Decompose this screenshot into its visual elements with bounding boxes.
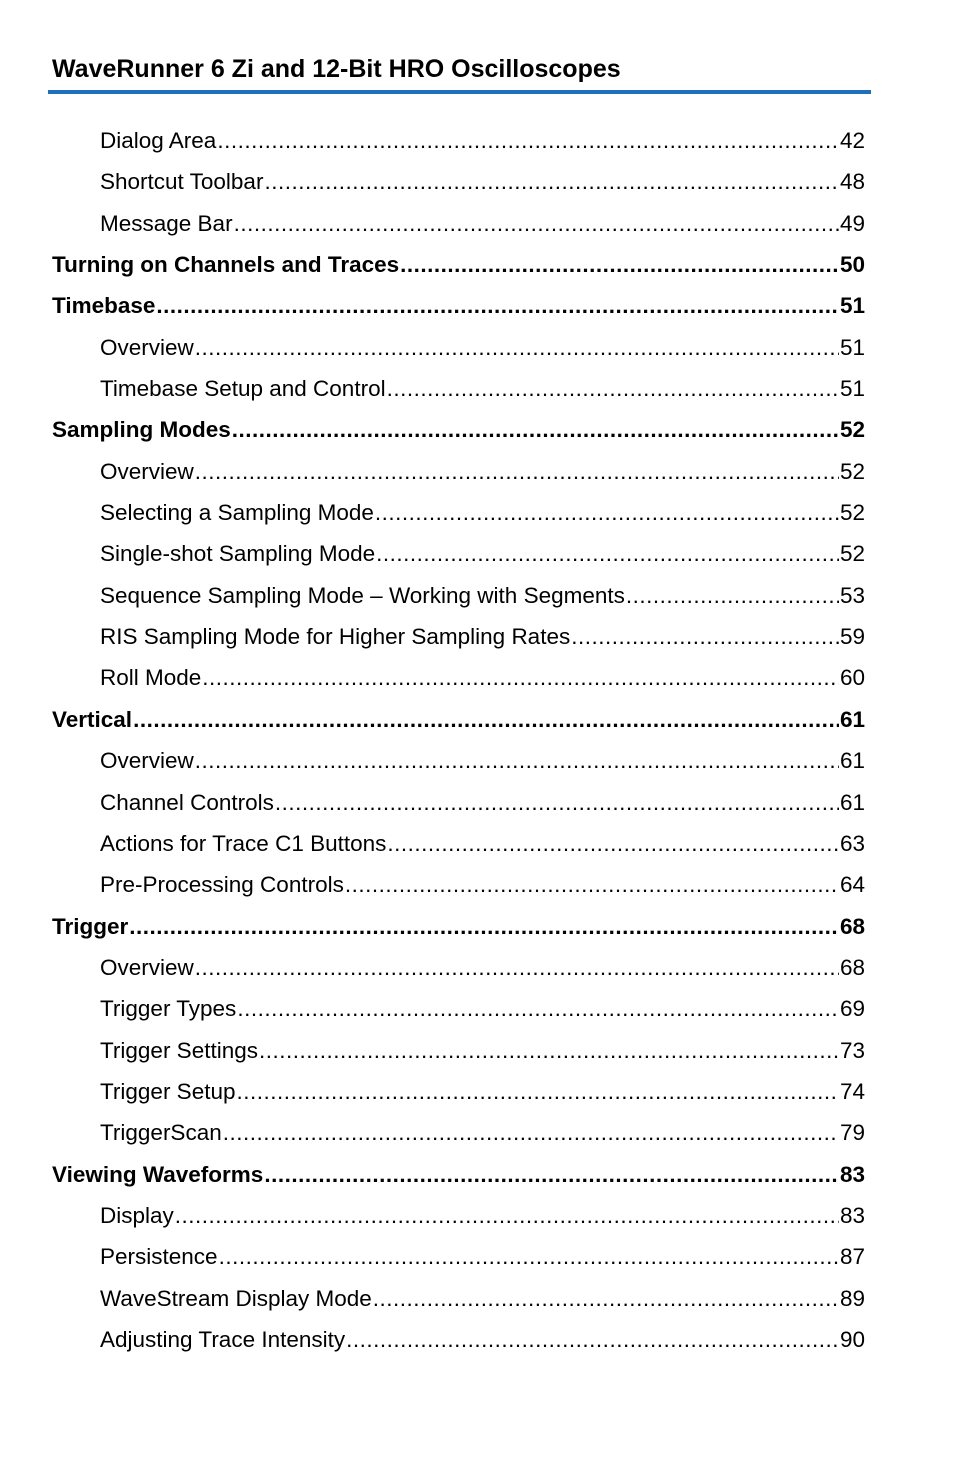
- toc-section-entry[interactable]: [52, 699, 865, 740]
- toc-dot-leader: [346, 1319, 839, 1360]
- toc-page-number: 79: [839, 1120, 865, 1146]
- toc-page-number: 51: [839, 334, 865, 360]
- toc-page-number: 89: [839, 1285, 865, 1311]
- toc-entry-label: Roll Mode: [100, 665, 202, 691]
- toc-entry-label: Sampling Modes: [52, 417, 231, 443]
- toc-subsection-entry[interactable]: [52, 451, 865, 492]
- toc-subsection-entry[interactable]: [52, 120, 865, 161]
- toc-subsection-entry[interactable]: [52, 161, 865, 202]
- toc-dot-leader: [195, 327, 839, 368]
- toc-entry-label: Trigger Setup: [100, 1078, 236, 1104]
- toc-section-entry[interactable]: [52, 1154, 865, 1195]
- toc-dot-leader: [202, 657, 839, 698]
- toc-dot-leader: [195, 740, 839, 781]
- toc-entry-label: RIS Sampling Mode for Higher Sampling Rates: [100, 624, 571, 650]
- toc-section-entry[interactable]: [52, 244, 865, 285]
- toc-dot-leader: [195, 947, 839, 988]
- toc-subsection-entry[interactable]: [52, 1278, 865, 1319]
- toc-dot-leader: [156, 285, 839, 326]
- toc-dot-leader: [129, 906, 839, 947]
- toc-dot-leader: [234, 203, 839, 244]
- toc-entry-label: Overview: [100, 954, 194, 980]
- toc-entry-label: Overview: [100, 334, 194, 360]
- toc-dot-leader: [375, 492, 839, 533]
- toc-entry-label: Adjusting Trace Intensity: [100, 1326, 346, 1352]
- toc-section-entry[interactable]: [52, 285, 865, 326]
- toc-subsection-entry[interactable]: [52, 368, 865, 409]
- toc-entry-label: Turning on Channels and Traces: [52, 252, 400, 278]
- toc-dot-leader: [236, 1071, 838, 1112]
- toc-entry-label: Actions for Trace C1 Buttons: [100, 830, 387, 856]
- toc-subsection-entry[interactable]: [52, 533, 865, 574]
- toc-page-number: 50: [839, 252, 865, 278]
- toc-page-number: 52: [839, 458, 865, 484]
- table-of-contents: [52, 120, 865, 1360]
- header-divider: [48, 90, 871, 94]
- toc-entry-label: Dialog Area: [100, 128, 217, 153]
- toc-subsection-entry[interactable]: [52, 947, 865, 988]
- toc-entry-label: Shortcut Toolbar: [100, 169, 264, 195]
- toc-page-number: 68: [839, 954, 865, 980]
- toc-page-number: 83: [839, 1161, 865, 1187]
- toc-dot-leader: [219, 1236, 839, 1277]
- toc-subsection-entry[interactable]: [52, 1236, 865, 1277]
- toc-dot-leader: [275, 782, 839, 823]
- toc-subsection-entry[interactable]: [52, 575, 865, 616]
- toc-page-number: 52: [839, 417, 865, 443]
- toc-dot-leader: [217, 120, 839, 161]
- toc-subsection-entry[interactable]: [52, 1071, 865, 1112]
- toc-page-number: 61: [839, 789, 865, 815]
- toc-entry-label: Sequence Sampling Mode – Working with Segments: [100, 582, 625, 608]
- toc-dot-leader: [387, 368, 839, 409]
- toc-subsection-entry[interactable]: [52, 327, 865, 368]
- toc-entry-label: Message Bar: [100, 210, 233, 236]
- toc-subsection-entry[interactable]: [52, 1030, 865, 1071]
- toc-entry-label: Overview: [100, 458, 194, 484]
- toc-entry-label: Trigger Settings: [100, 1037, 258, 1063]
- toc-entry-label: Timebase Setup and Control: [100, 376, 386, 402]
- toc-dot-leader: [175, 1195, 839, 1236]
- toc-page-number: 60: [839, 665, 865, 691]
- toc-page-number: 73: [839, 1037, 865, 1063]
- toc-page-number: 48: [839, 169, 865, 195]
- toc-entry-label: Persistence: [100, 1244, 218, 1270]
- toc-subsection-entry[interactable]: [52, 864, 865, 905]
- toc-dot-leader: [345, 864, 839, 905]
- toc-dot-leader: [571, 616, 839, 657]
- toc-subsection-entry[interactable]: [52, 740, 865, 781]
- toc-dot-leader: [373, 1278, 839, 1319]
- document-title: WaveRunner 6 Zi and 12-Bit HRO Oscilloscopes: [52, 55, 621, 83]
- toc-entry-label: Overview: [100, 748, 194, 774]
- toc-entry-label: Pre-Processing Controls: [100, 872, 344, 898]
- toc-dot-leader: [237, 988, 839, 1029]
- toc-subsection-entry[interactable]: [52, 782, 865, 823]
- toc-dot-leader: [387, 823, 839, 864]
- toc-page-number: 69: [839, 996, 865, 1022]
- toc-page-number: 53: [839, 582, 865, 608]
- toc-section-entry[interactable]: [52, 906, 865, 947]
- toc-entry-label: Viewing Waveforms: [52, 1161, 264, 1187]
- toc-dot-leader: [195, 451, 839, 492]
- toc-page-number: 90: [839, 1326, 865, 1352]
- toc-entry-label: Timebase: [52, 293, 156, 319]
- toc-page-number: 83: [839, 1202, 865, 1228]
- toc-subsection-entry[interactable]: [52, 988, 865, 1029]
- toc-dot-leader: [400, 244, 839, 285]
- toc-page-number: 63: [839, 830, 865, 856]
- toc-dot-leader: [259, 1030, 839, 1071]
- page-header: [52, 52, 870, 86]
- toc-subsection-entry[interactable]: [52, 1112, 865, 1153]
- toc-dot-leader: [376, 533, 839, 574]
- toc-dot-leader: [232, 409, 839, 450]
- toc-page-number: 61: [839, 748, 865, 774]
- toc-entry-label: Selecting a Sampling Mode: [100, 500, 374, 526]
- toc-page-number: 59: [839, 624, 865, 650]
- toc-subsection-entry[interactable]: [52, 616, 865, 657]
- toc-dot-leader: [264, 1154, 839, 1195]
- toc-dot-leader: [133, 699, 839, 740]
- toc-page-number: 51: [839, 293, 865, 319]
- toc-entry-label: WaveStream Display Mode: [100, 1285, 372, 1311]
- toc-entry-label: Trigger: [52, 913, 129, 939]
- toc-section-entry[interactable]: [52, 409, 865, 450]
- toc-subsection-entry[interactable]: [52, 823, 865, 864]
- toc-entry-label: Single-shot Sampling Mode: [100, 541, 376, 567]
- toc-page-number: 68: [839, 913, 865, 939]
- toc-page-number: 61: [839, 706, 865, 732]
- toc-page-number: 49: [839, 210, 865, 236]
- toc-dot-leader: [626, 575, 839, 616]
- toc-page-number: 64: [839, 872, 865, 898]
- toc-subsection-entry[interactable]: [52, 1319, 865, 1360]
- toc-entry-label: Trigger Types: [100, 996, 237, 1022]
- toc-page-number: 51: [839, 376, 865, 402]
- toc-page-number: 52: [839, 541, 865, 567]
- toc-entry-label: Channel Controls: [100, 789, 274, 815]
- toc-dot-leader: [223, 1112, 839, 1153]
- toc-subsection-entry[interactable]: [52, 492, 865, 533]
- toc-dot-leader: [264, 161, 839, 202]
- toc-entry-label: Vertical: [52, 706, 133, 732]
- toc-page-number: 87: [839, 1244, 865, 1270]
- toc-subsection-entry[interactable]: [52, 203, 865, 244]
- toc-entry-label: TriggerScan: [100, 1120, 222, 1146]
- toc-subsection-entry[interactable]: [52, 657, 865, 698]
- toc-page-number: 42: [839, 128, 865, 153]
- toc-page-number: 74: [839, 1078, 865, 1104]
- toc-entry-label: Display: [100, 1202, 174, 1228]
- toc-subsection-entry[interactable]: [52, 1195, 865, 1236]
- toc-page-number: 52: [839, 500, 865, 526]
